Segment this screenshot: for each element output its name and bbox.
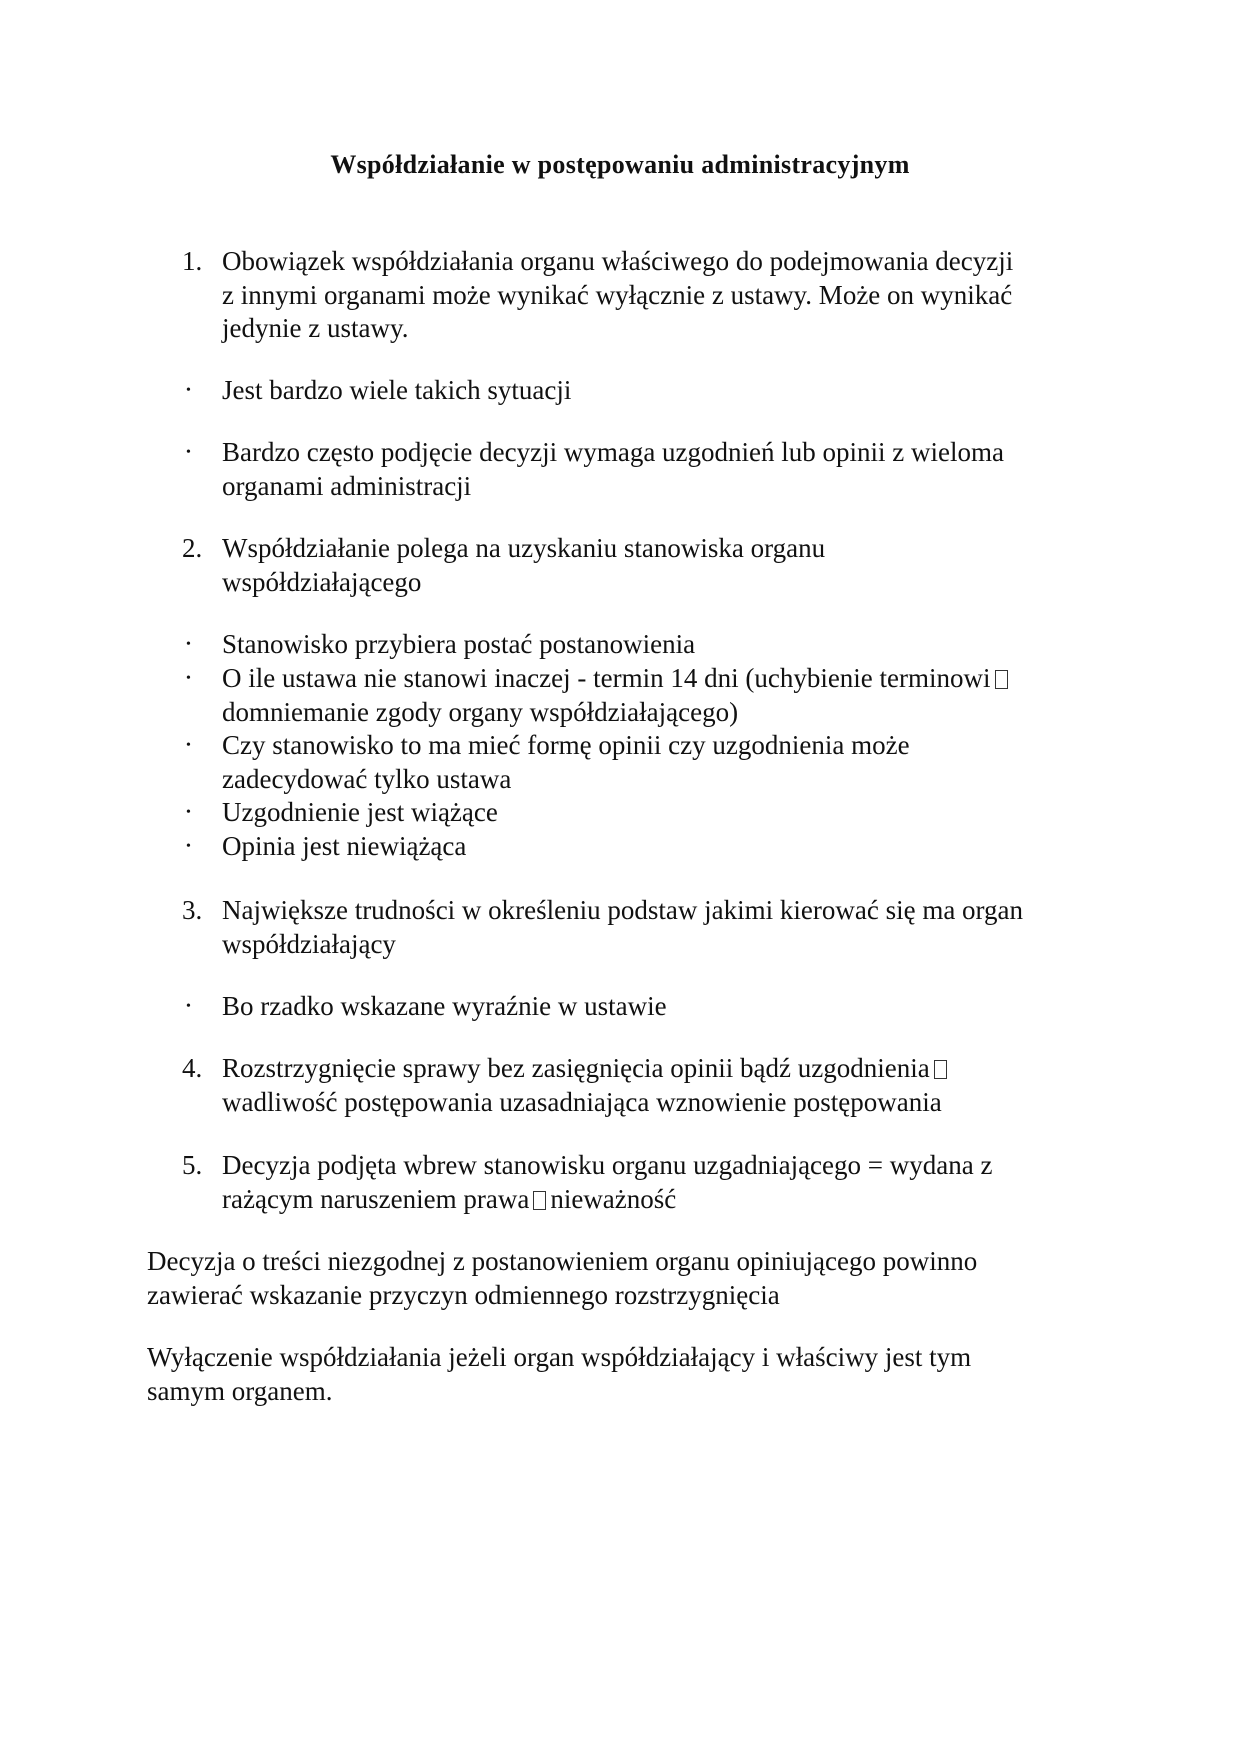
bullet-marker: • bbox=[186, 999, 191, 1014]
bullet-item bbox=[186, 796, 1102, 830]
bullet-item bbox=[186, 830, 1102, 864]
item-text-line: wadliwość postępowania uzasadniająca wznowienie postępowania bbox=[222, 1086, 942, 1117]
item-text-line: Bardzo często podjęcie decyzji wymaga uzgodnień lub opinii z wieloma bbox=[222, 437, 1004, 467]
bullet-marker: • bbox=[186, 445, 191, 460]
item-text-line bbox=[222, 662, 1102, 696]
item-text-line: Decyzja podjęta wbrew stanowisku organu uzgadniającego = wydana z bbox=[222, 1150, 993, 1180]
item-text-line: Opinia jest niewiążąca bbox=[222, 831, 467, 861]
item-number: 1. bbox=[182, 246, 203, 276]
item-text-fragment: rażącym naruszeniem prawa bbox=[222, 1183, 530, 1214]
paragraph-line: Decyzja o treści niezgodnej z postanowieniem organu opiniującego powinno bbox=[147, 1246, 978, 1276]
item-text-line: organami administracji bbox=[222, 470, 472, 501]
item-text-line: Obowiązek współdziałania organu właściwego do podejmowania decyzji bbox=[222, 246, 1014, 276]
bullet-marker: • bbox=[186, 671, 191, 686]
item-text-line: Uzgodnienie jest wiążące bbox=[222, 797, 498, 827]
item-text-line: Jest bardzo wiele takich sytuacji bbox=[222, 375, 572, 405]
item-text-fragment: Rozstrzygnięcie sprawy bez zasięgnięcia opinii bądź uzgodnienia bbox=[222, 1053, 930, 1083]
numbered-item-3 bbox=[182, 894, 1102, 961]
item-text-line: jedynie z ustawy. bbox=[222, 313, 409, 343]
item-number: 4. bbox=[182, 1053, 203, 1083]
item-text-line: współdziałającego bbox=[222, 566, 422, 597]
numbered-item-4 bbox=[182, 1052, 1102, 1119]
bullet-marker: • bbox=[186, 383, 191, 398]
bullet-item bbox=[186, 628, 1102, 662]
bullet-item bbox=[186, 729, 1102, 796]
bullet-item bbox=[186, 374, 1102, 408]
paragraph-line: Wyłączenie współdziałania jeżeli organ współdziałający i właściwy jest tym bbox=[147, 1342, 972, 1372]
item-text-line bbox=[222, 1183, 1102, 1217]
paragraph-line: zawierać wskazanie przyczyn odmiennego rozstrzygnięcia bbox=[147, 1279, 780, 1310]
item-text-line: z innymi organami może wynikać wyłącznie z ustawy. Może on wynikać bbox=[222, 279, 1013, 310]
item-number: 3. bbox=[182, 895, 203, 925]
item-number: 2. bbox=[182, 533, 203, 563]
numbered-item-5 bbox=[182, 1149, 1102, 1216]
bullet-marker: • bbox=[186, 637, 191, 652]
missing-glyph-box-icon bbox=[995, 670, 1008, 689]
item-text-line: domniemanie zgody organy współdziałającego) bbox=[222, 696, 739, 727]
item-text-fragment: O ile ustawa nie stanowi inaczej - termin 14 dni (uchybienie terminowi bbox=[222, 663, 991, 693]
item-text-line: Największe trudności w określeniu podstaw jakimi kierować się ma organ bbox=[222, 895, 1024, 925]
bullet-marker: • bbox=[186, 839, 191, 854]
bullet-marker: • bbox=[186, 805, 191, 820]
paragraph bbox=[147, 1341, 1097, 1408]
bullet-item bbox=[186, 662, 1102, 729]
item-text-line: współdziałający bbox=[222, 928, 396, 959]
item-number: 5. bbox=[182, 1150, 203, 1180]
item-text-fragment: nieważność bbox=[550, 1183, 677, 1214]
bullet-item bbox=[186, 990, 1102, 1024]
item-text-line: Czy stanowisko to ma mieć formę opinii czy uzgodnienia może bbox=[222, 730, 910, 760]
paragraph bbox=[147, 1245, 1097, 1312]
numbered-item-2 bbox=[182, 532, 1102, 599]
item-text-line: Bo rzadko wskazane wyraźnie w ustawie bbox=[222, 991, 667, 1021]
missing-glyph-box-icon bbox=[533, 1191, 546, 1210]
bullet-marker: • bbox=[186, 738, 191, 753]
paragraph-line: samym organem. bbox=[147, 1375, 333, 1406]
bullet-item bbox=[186, 436, 1102, 503]
item-text-line bbox=[222, 1052, 1102, 1086]
missing-glyph-box-icon bbox=[934, 1060, 947, 1079]
numbered-item-1 bbox=[182, 245, 1102, 346]
document-title: Współdziałanie w postępowaniu administracyjnym bbox=[330, 150, 910, 179]
item-text-line: Współdziałanie polega na uzyskaniu stanowiska organu bbox=[222, 533, 826, 563]
item-text-line: zadecydować tylko ustawa bbox=[222, 763, 512, 794]
item-text-line: Stanowisko przybiera postać postanowienia bbox=[222, 629, 696, 659]
